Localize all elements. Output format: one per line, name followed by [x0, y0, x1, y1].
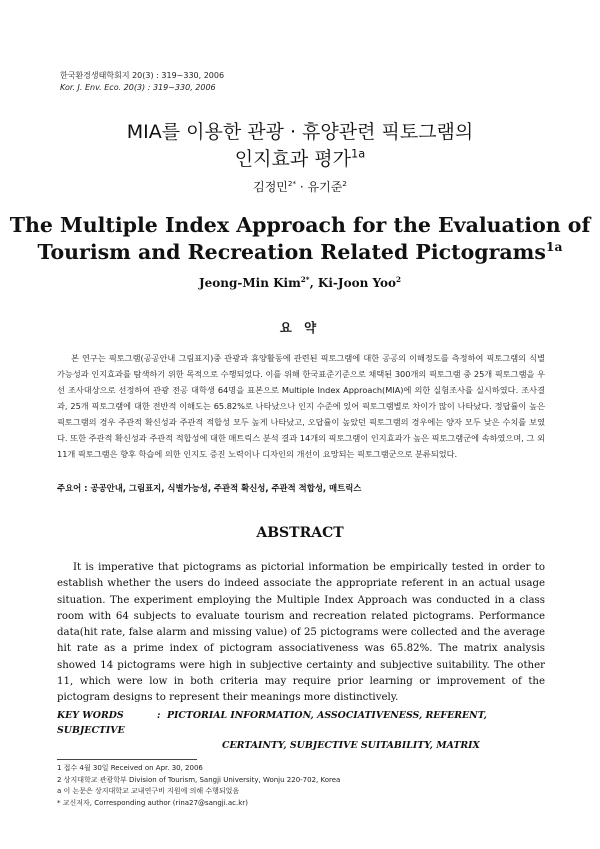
- korean-author-2-mark: 2: [342, 179, 347, 188]
- korean-abstract-heading: 요 약: [279, 320, 321, 335]
- english-author-2-mark: 2: [396, 275, 402, 284]
- footnote-funding: a 이 논문은 상지대학교 교내연구비 지원에 의해 수행되었음: [57, 787, 240, 795]
- english-keywords-text1: PICTORIAL INFORMATION, ASSOCIATIVENESS, REFERENT, SUBJECTIVE: [57, 710, 487, 736]
- korean-abstract: [57, 350, 545, 462]
- english-title: [0, 212, 600, 266]
- english-keywords-label: KEY WORDS: [57, 710, 124, 721]
- footnote-rule: [57, 759, 197, 760]
- english-authors: [0, 276, 600, 290]
- footnote-affiliation: 2 상지대학교 관광학부 Division of Tourism, Sangji University, Wonju 220-702, Korea: [57, 775, 341, 784]
- korean-title-line2: [0, 146, 600, 173]
- korean-author-2: 유기준: [307, 180, 343, 194]
- korean-title-footnote-mark: 1a: [350, 146, 366, 161]
- footnote-corresponding-author: * 교신저자, Corresponding author (rina27@sangji.ac.kr): [57, 798, 248, 807]
- journal-citation-ko: 한국환경생태학회지 20(3) : 319~330, 2006: [60, 71, 225, 80]
- footnotes: [57, 763, 340, 809]
- korean-authors: [0, 178, 600, 195]
- footnote-received: 1 접수 4월 30일 Received on Apr. 30, 2006: [57, 764, 203, 772]
- english-author-2: Ki-Joon Yoo: [317, 276, 397, 290]
- english-author-1-mark: 2*: [300, 275, 310, 284]
- english-title-line1: The Multiple Index Approach for the Evaluation of: [9, 213, 591, 237]
- english-keywords-line2: CERTAINTY, SUBJECTIVE SUITABILITY, MATRIX: [222, 740, 480, 751]
- korean-author-separator: ·: [296, 180, 308, 194]
- english-author-separator: ,: [309, 276, 318, 290]
- english-title-line2: [0, 239, 600, 266]
- english-keywords: [57, 708, 545, 753]
- korean-title: [0, 119, 600, 173]
- korean-author-1: 김정민: [253, 180, 288, 194]
- korean-title-line1: MIA를 이용한 관광 · 휴양관련 픽토그램의: [126, 121, 474, 143]
- korean-author-1-mark: 2*: [287, 179, 297, 188]
- english-keywords-line1: [57, 708, 545, 738]
- english-abstract: [57, 560, 545, 707]
- journal-citation-en: Kor. J. Env. Eco. 20(3) : 319~330, 2006: [60, 83, 216, 92]
- english-author-1: Jeong-Min Kim: [198, 276, 301, 290]
- korean-abstract-body: 본 연구는 픽토그램(공공안내 그림표지)중 관광과 휴양활동에 관련된 픽토그램에 대한 공공의 이해정도를 측정하여 픽토그램의 식별가능성과 인지효과를 탐색하기 위한 목적으로 수행되었다. 이를 위해 한국표준기준으로 채택된 300개의 픽토그램 중 25개 픽토그램을 우선 조사대상으로 선정하여 관광 전공 대학생 64명을 표본으로 Multiple Index Approach(MIA)에 의한 실험조사를 실시하였다. 조사결과, 25개 픽토그램에 대한 전반적 이해도는 65.82%로 나타났으나 인지 수준에 있어 픽토그램별로 차이가 많이 나타났다. 정답률이 높은 픽토그램의 경우 주관적 확신성과 주관적 적합성 모두 높게 나타났고, 오답률이 높았던 픽토그램의 경우에는 양자 모두 낮은 수치를 보였다. 또한 주관적 확신성과 주관적 적합성에 대한 매트릭스 분석 결과 14개의 픽토그램이 인지효과가 높은 픽토그램군에 속하였으며, 그 외 11개 픽토그램은 향후 학습에 의한 인지도 증진 노력이나 디자인의 개선이 요망되는 픽토그램군으로 분류되었다.: [57, 353, 545, 459]
- english-abstract-body: It is imperative that pictograms as pictorial information be empirically tested in order to establish whether the users do indeed associate the appropriate referent in an actual usage situation. The experiment employing the Multiple Index Approach was conducted in a class room with 64 subjects to evaluate tourism and recreation related pictograms. Performance data(hit rate, false alarm and missing value) of 25 pictograms were collected and the average hit rate as a prime index of pictogram associativeness was 65.82%. The matrix analysis showed 14 pictograms were high in subjective certainty and subjective suitability. The other 11, which were low in both criteria may require prior learning or improvement of the pictogram designs to represent their meanings more distinctively.: [57, 562, 545, 704]
- english-title-footnote-mark: 1a: [545, 239, 563, 255]
- english-title-line2-text: Tourism and Recreation Related Pictograms: [37, 240, 546, 264]
- journal-citation: [60, 70, 224, 94]
- english-keywords-separator: :: [157, 710, 161, 721]
- english-abstract-heading: ABSTRACT: [256, 525, 344, 541]
- korean-keywords: 주요어 : 공공안내, 그림표지, 식별가능성, 주관적 확신성, 주관적 적합성, 매트릭스: [57, 483, 362, 493]
- korean-title-line2-text: 인지효과 평가: [234, 148, 351, 170]
